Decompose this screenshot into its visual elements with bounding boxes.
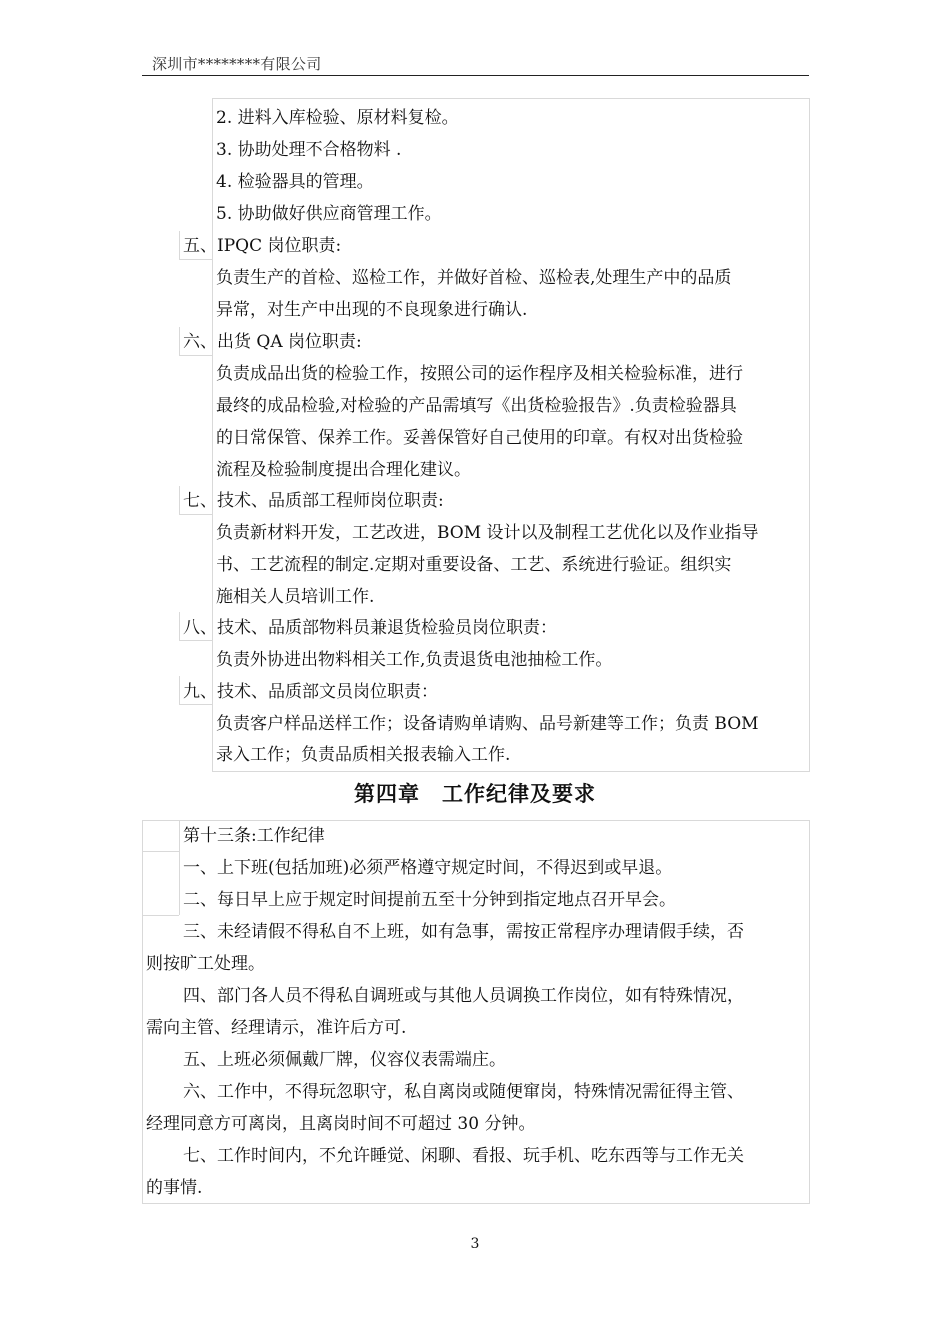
frame-line bbox=[179, 514, 212, 515]
rule-item: 四、部门各人员不得私自调班或与其他人员调换工作岗位，如有特殊情况， bbox=[183, 986, 744, 1006]
company-name: 深圳市********有限公司 bbox=[152, 55, 322, 73]
rule-item: 三、未经请假不得私自不上班，如有急事，需按正常程序办理请假手续，否 bbox=[183, 922, 744, 942]
article-heading: 第十三条:工作纪律 bbox=[183, 826, 325, 846]
engineer-heading: 七、技术、品质部工程师岗位职责: bbox=[183, 491, 444, 511]
ipqc-text: 负责生产的首检、巡检工作，并做好首检、巡检表,处理生产中的品质 bbox=[216, 268, 732, 288]
engineer-text: 负责新材料开发，工艺改进，BOM 设计以及制程工艺优化以及作业指导 bbox=[216, 523, 759, 543]
material-heading: 八、技术、品质部物料员兼退货检验员岗位职责： bbox=[183, 618, 557, 638]
qa-text: 最终的成品检验,对检验的产品需填写《出货检验报告》.负责检验器具 bbox=[216, 396, 737, 416]
clerk-text: 负责客户样品送样工作；设备请购单请购、品号新建等工作；负责 BOM bbox=[216, 714, 759, 734]
material-text: 负责外协进出物料相关工作,负责退货电池抽检工作。 bbox=[216, 650, 613, 670]
rule-item: 经理同意方可离岗，且离岗时间不可超过 30 分钟。 bbox=[146, 1114, 536, 1134]
engineer-text: 施相关人员培训工作. bbox=[216, 587, 375, 607]
frame-line bbox=[179, 327, 180, 355]
qa-text: 负责成品出货的检验工作，按照公司的运作程序及相关检验标准，进行 bbox=[216, 364, 743, 384]
clerk-heading: 九、技术、品质部文员岗位职责： bbox=[183, 682, 438, 702]
rule-item: 一、上下班(包括加班)必须严格遵守规定时间，不得迟到或早退。 bbox=[183, 858, 673, 878]
list-item: 5. 协助做好供应商管理工作。 bbox=[216, 204, 442, 224]
rule-item: 则按旷工处理。 bbox=[146, 954, 265, 974]
frame-line bbox=[179, 640, 212, 641]
frame-line bbox=[179, 259, 212, 260]
frame-line bbox=[179, 676, 180, 704]
list-item: 2. 进料入库检验、原材料复检。 bbox=[216, 108, 459, 128]
rule-item: 二、每日早上应于规定时间提前五至十分钟到指定地点召开早会。 bbox=[183, 890, 676, 910]
rule-item: 五、上班必须佩戴厂牌，仪容仪表需端庄。 bbox=[183, 1050, 506, 1070]
page-header bbox=[142, 52, 809, 76]
page-number: 3 bbox=[470, 1236, 480, 1252]
frame-line bbox=[179, 355, 212, 356]
qa-heading: 六、出货 QA 岗位职责: bbox=[183, 332, 362, 352]
ipqc-text: 异常，对生产中出现的不良现象进行确认. bbox=[216, 300, 528, 320]
list-item: 3. 协助处理不合格物料 . bbox=[216, 140, 402, 160]
clerk-text: 录入工作；负责品质相关报表输入工作. bbox=[216, 745, 511, 765]
frame-line bbox=[142, 915, 179, 916]
rule-item: 六、工作中，不得玩忽职守，私自离岗或随便窜岗，特殊情况需征得主管、 bbox=[183, 1082, 744, 1102]
frame-line bbox=[179, 231, 180, 259]
engineer-text: 书、工艺流程的制定.定期对重要设备、工艺、系统进行验证。组织实 bbox=[216, 555, 732, 575]
frame-line bbox=[142, 851, 179, 852]
frame-line bbox=[179, 821, 180, 915]
frame-line bbox=[179, 612, 180, 640]
rule-item: 的事情. bbox=[146, 1178, 203, 1198]
rule-item: 七、工作时间内，不允许睡觉、闲聊、看报、玩手机、吃东西等与工作无关 bbox=[183, 1146, 744, 1166]
list-item: 4. 检验器具的管理。 bbox=[216, 172, 374, 192]
qa-text: 流程及检验制度提出合理化建议。 bbox=[216, 460, 471, 480]
frame-line bbox=[179, 704, 212, 705]
qa-text: 的日常保管、保养工作。妥善保管好自己使用的印章。有权对出货检验 bbox=[216, 428, 743, 448]
chapter-title: 第四章 工作纪律及要求 bbox=[354, 782, 596, 806]
ipqc-heading: 五、IPQC 岗位职责: bbox=[183, 236, 342, 256]
frame-line bbox=[179, 486, 180, 514]
rule-item: 需向主管、经理请示，准许后方可. bbox=[146, 1018, 407, 1038]
